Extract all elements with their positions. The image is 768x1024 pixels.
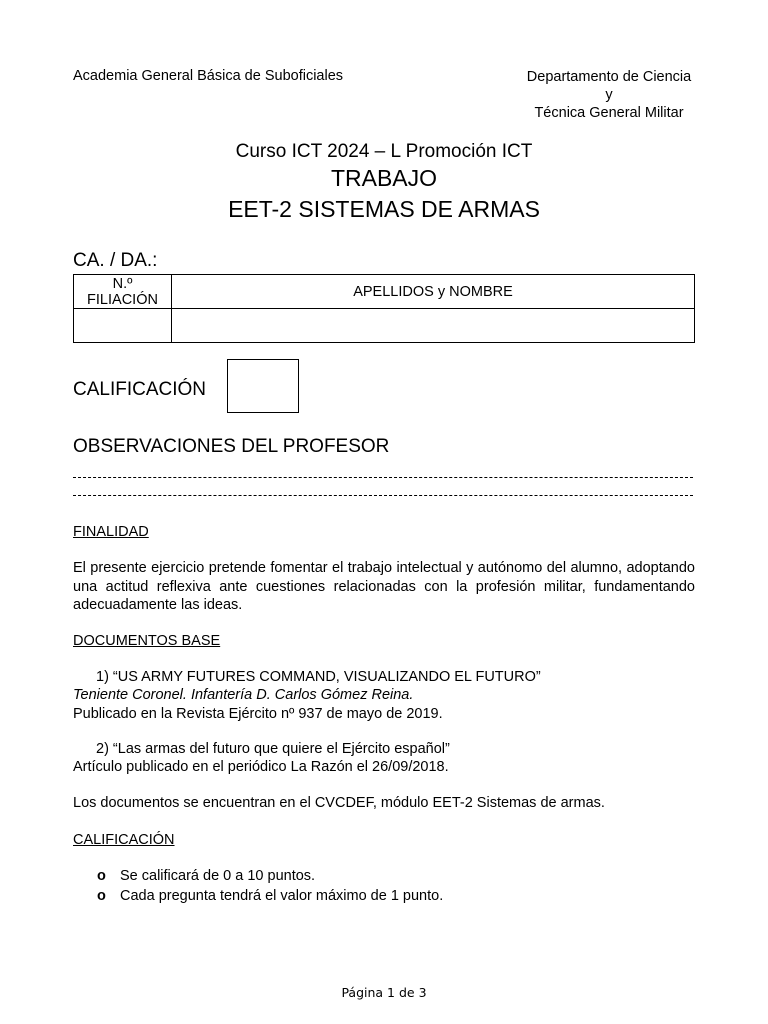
doc2-publication: Artículo publicado en el periódico La Razón el 26/09/2018.: [73, 759, 449, 775]
list-item-text: Cada pregunta tendrá el valor máximo de 1 punto.: [120, 888, 444, 904]
table-header-row: [74, 275, 695, 309]
doc1-publication: Publicado en la Revista Ejército nº 937 de mayo de 2019.: [73, 706, 443, 722]
ca-da-label: CA. / DA.:: [73, 250, 158, 271]
header-department-line1: Departamento de Ciencia: [526, 69, 692, 85]
name-cell[interactable]: [172, 309, 695, 343]
table-row: [74, 309, 695, 343]
documentos-heading: DOCUMENTOS BASE: [73, 633, 221, 649]
bullet-marker: o: [97, 868, 106, 884]
document-title: TRABAJO: [330, 165, 438, 191]
filiacion-header: [74, 275, 172, 309]
observations-title: OBSERVACIONES DEL PROFESOR: [73, 436, 390, 457]
subject-title: EET-2 SISTEMAS DE ARMAS: [228, 196, 540, 222]
student-id-table: [73, 274, 695, 343]
name-header: APELLIDOS y NOMBRE: [172, 275, 695, 309]
doc2-title: 2) “Las armas del futuro que quiere el Ejército español”: [96, 741, 450, 757]
header-department-line2: y: [605, 87, 613, 103]
doc1-author: Teniente Coronel. Infantería D. Carlos Gómez Reina.: [73, 687, 414, 703]
finalidad-heading: FINALIDAD: [73, 524, 149, 540]
observations-line-2: [73, 495, 693, 498]
header-department: [500, 68, 718, 122]
doc1-title: 1) “US ARMY FUTURES COMMAND, VISUALIZANDO EL FUTURO”: [96, 669, 541, 685]
observations-line-1: [73, 477, 693, 480]
documents-location: Los documentos se encuentran en el CVCDEF, módulo EET-2 Sistemas de armas.: [73, 795, 605, 811]
header-institution: Academia General Básica de Suboficiales: [73, 68, 344, 84]
filiacion-header-line2: FILIACIÓN: [87, 291, 158, 308]
grade-box[interactable]: [227, 359, 299, 413]
list-item: [97, 888, 443, 904]
calificacion-heading: CALIFICACIÓN: [73, 832, 175, 848]
list-item: [97, 868, 315, 884]
filiacion-header-line1: N.º: [112, 275, 133, 292]
page-number: Página 1 de 3: [341, 985, 427, 1000]
list-item-text: Se calificará de 0 a 10 puntos.: [120, 868, 316, 884]
header-department-line3: Técnica General Militar: [534, 105, 684, 121]
bullet-marker: o: [97, 888, 106, 904]
filiacion-cell[interactable]: [74, 309, 172, 343]
grade-label: CALIFICACIÓN: [73, 379, 207, 400]
finalidad-text: El presente ejercicio pretende fomentar el trabajo intelectual y autónomo del alumno, adoptando una actitud reflexiva ante cuestiones relacionadas con la profesión militar, fundamentando adecuadamente las ideas.: [73, 560, 695, 613]
course-title: Curso ICT 2024 – L Promoción ICT: [235, 141, 533, 162]
